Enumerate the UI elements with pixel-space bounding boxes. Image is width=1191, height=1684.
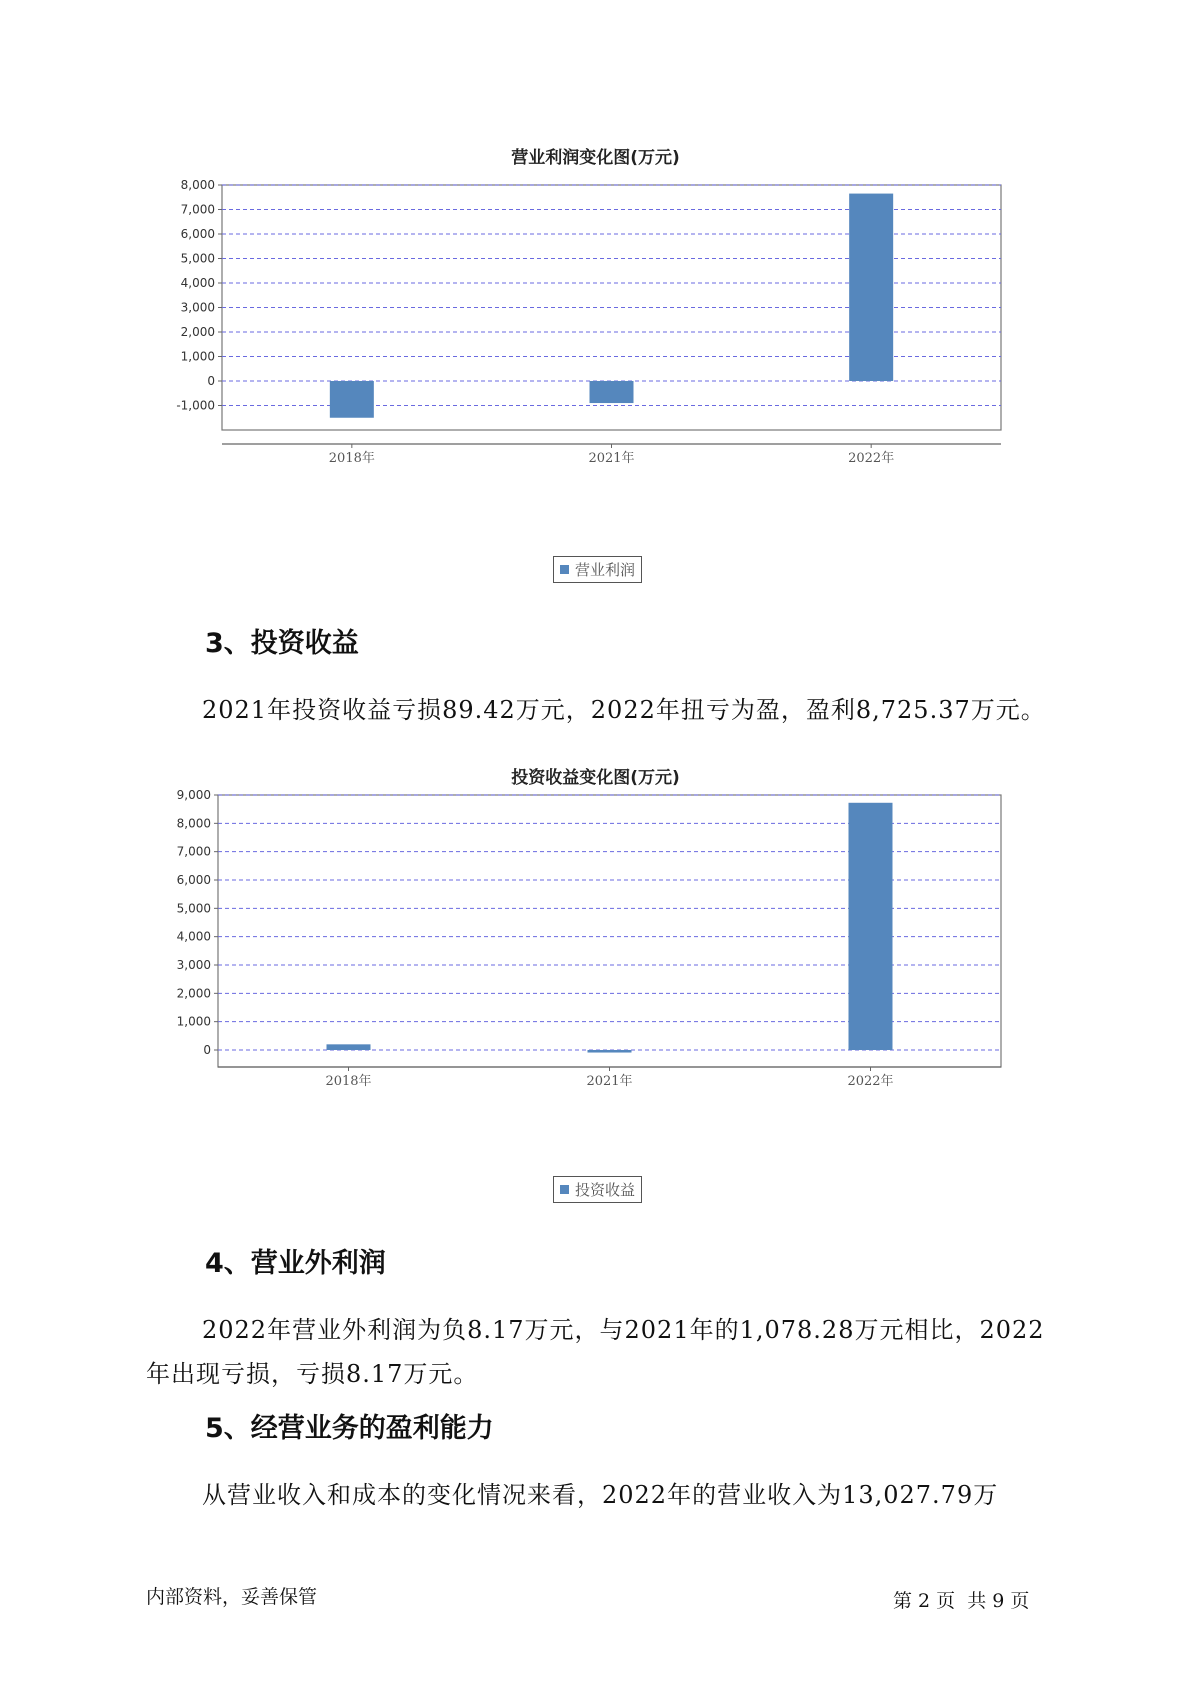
x-tick-label: 2022年: [848, 451, 895, 466]
y-tick-label: 8,000: [176, 816, 211, 831]
bar-2022年: [849, 194, 893, 381]
y-tick-label: 3,000: [176, 958, 211, 972]
bar-2021年: [588, 1050, 632, 1053]
y-tick-label: 0: [203, 1043, 211, 1057]
y-tick-label: 5,000: [176, 901, 211, 916]
x-tick-label: 2018年: [325, 1074, 372, 1089]
y-tick-label: 8,000: [180, 178, 215, 192]
section-3-heading: 3、投资收益: [205, 628, 359, 659]
operating-profit-chart: [0, 170, 1191, 510]
y-tick-label: 1,000: [180, 349, 215, 364]
y-tick-label: 4,000: [180, 276, 215, 290]
y-tick-label: 3,000: [180, 300, 215, 315]
y-tick-label: -1,000: [176, 398, 215, 413]
section-4-paragraph-line2: 年出现亏损，亏损8.17万元。: [146, 1360, 479, 1388]
x-tick-label: 2021年: [586, 1074, 633, 1089]
x-tick-label: 2021年: [588, 451, 635, 466]
y-tick-label: 7,000: [180, 202, 215, 217]
chart2-title: 投资收益变化图(万元): [511, 768, 680, 788]
chart1-title: 营业利润变化图(万元): [511, 148, 680, 168]
section-4-paragraph-line1: 2022年营业外利润为负8.17万元，与2021年的1,078.28万元相比，2022: [202, 1316, 1045, 1344]
y-tick-label: 5,000: [180, 251, 215, 266]
legend-swatch: [560, 565, 569, 574]
y-tick-label: 6,000: [176, 873, 211, 887]
chart2-legend-label: 投资收益: [575, 1181, 636, 1199]
bar-2018年: [327, 1044, 371, 1050]
chart1-legend: [553, 556, 642, 583]
y-tick-label: 2,000: [176, 986, 211, 1001]
y-tick-label: 4,000: [176, 929, 211, 944]
y-tick-label: 9,000: [176, 790, 211, 802]
bar-2018年: [330, 381, 374, 418]
x-tick-label: 2022年: [847, 1074, 894, 1089]
chart2-legend: [553, 1176, 642, 1203]
footer-page-number: 第 2 页 共 9 页: [893, 1590, 1030, 1612]
chart1-legend-label: 营业利润: [575, 561, 636, 579]
legend-swatch: [560, 1185, 569, 1194]
bar-2021年: [590, 381, 634, 403]
y-tick-label: 6,000: [180, 227, 215, 241]
footer-confidential-note: 内部资料，妥善保管: [146, 1586, 318, 1608]
y-tick-label: 7,000: [176, 844, 211, 859]
section-3-paragraph: 2021年投资收益亏损89.42万元，2022年扭亏为盈，盈利8,725.37万元。: [202, 696, 1046, 724]
x-tick-label: 2018年: [328, 451, 375, 466]
section-4-heading: 4、营业外利润: [205, 1248, 386, 1279]
section-5-paragraph-line1: 从营业收入和成本的变化情况来看，2022年的营业收入为13,027.79万: [202, 1481, 999, 1509]
y-tick-label: 0: [207, 374, 215, 388]
y-tick-label: 1,000: [176, 1014, 211, 1029]
section-5-heading: 5、经营业务的盈利能力: [205, 1413, 494, 1444]
y-tick-label: 2,000: [180, 325, 215, 339]
investment-income-chart: [0, 790, 1191, 1130]
bar-2022年: [849, 803, 893, 1050]
